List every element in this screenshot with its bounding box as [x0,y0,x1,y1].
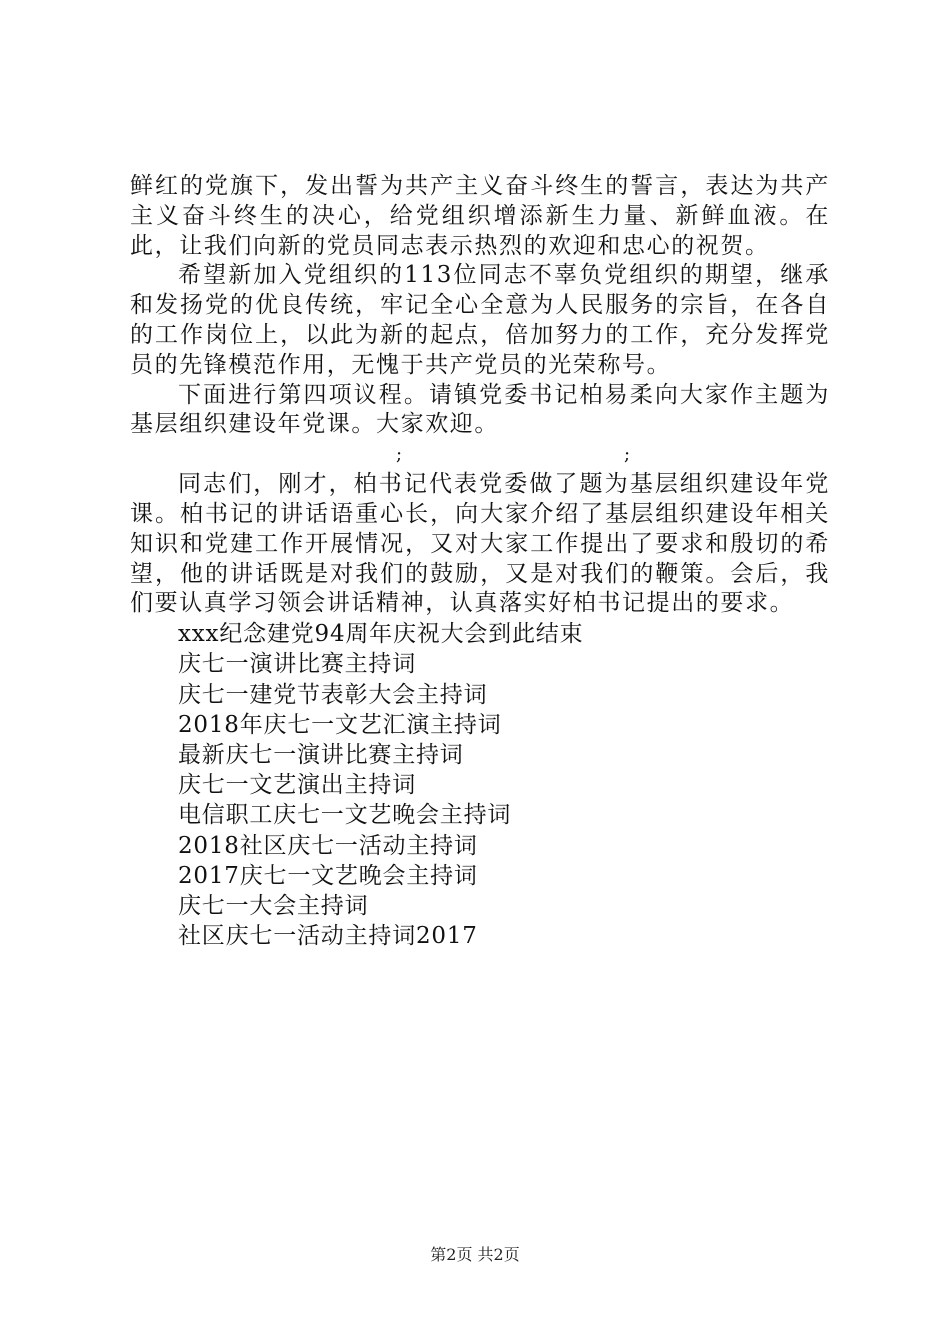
paragraph-summary: 同志们，刚才，柏书记代表党委做了题为基层组织建设年党课。柏书记的讲话语重心长，向大家介绍了基层组织建设年相关知识和党建工作开展情况，又对大家工作提出了要求和殷切的希望，他的讲话既是对我们的鼓励，又是对我们的鞭策。会后，我们要认真学习领会讲话精神，认真落实好柏书记提出的要求。 [130,471,830,617]
related-link[interactable]: 庆七一文艺演出主持词 [178,772,416,799]
semicolon-mark: ; [624,444,632,466]
related-link: xxx纪念建党94周年庆祝大会到此结束 [178,621,584,648]
related-link[interactable]: 电信职工庆七一文艺晚会主持词 [178,802,512,829]
page-number-footer: 第2页 共2页 [430,1245,520,1264]
paragraph-hope: 希望新加入党组织的113位同志不辜负党组织的期望，继承和发扬党的优良传统，牢记全心全意为人民服务的宗旨，在各自的工作岗位上，以此为新的起点，倍加努力的工作，充分发挥党员的先锋模范作用，无愧于共产党员的光荣称号。 [130,262,830,378]
paragraph-agenda: 下面进行第四项议程。请镇党委书记柏易柔向大家作主题为基层组织建设年党课。大家欢迎。 [130,381,830,438]
related-link[interactable]: 2018年庆七一文艺汇演主持词 [178,711,502,738]
related-link[interactable]: 2017庆七一文艺晚会主持词 [178,862,478,889]
related-link[interactable]: 庆七一演讲比赛主持词 [178,651,416,678]
related-link[interactable]: 社区庆七一活动主持词2017 [178,923,478,950]
related-link[interactable]: 庆七一大会主持词 [178,892,369,919]
related-links-list [130,619,830,951]
related-link[interactable]: 2018社区庆七一活动主持词 [178,832,478,859]
related-link[interactable]: 最新庆七一演讲比赛主持词 [178,741,464,768]
related-link[interactable]: 庆七一建党节表彰大会主持词 [178,681,488,708]
paragraph-welcome: 鲜红的党旗下，发出誓为共产主义奋斗终生的誓言，表达为共产主义奋斗终生的决心，给党组织增添新生力量、新鲜血液。在此，让我们向新的党员同志表示热烈的欢迎和忠心的祝贺。 [130,173,830,259]
semicolon-row [130,440,830,470]
semicolon-mark: ; [396,444,404,466]
document-body [130,172,830,951]
